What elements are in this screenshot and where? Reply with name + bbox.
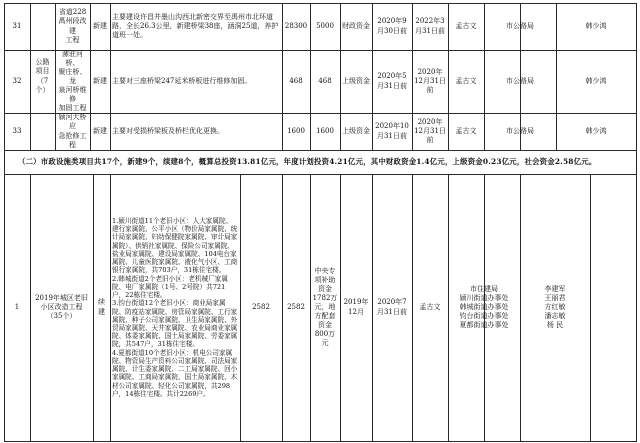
annual-plan: 2582 xyxy=(287,302,305,311)
row-number: 33 xyxy=(12,126,22,135)
end-date: 2020年12月31日前 xyxy=(414,117,446,145)
responsible-unit: 市公路局 xyxy=(506,21,534,30)
section-header: （二）市政设施类项目共17个，新建9个，续建8个，概算总投资13.81亿元，年度计划投资4.21亿元，其中财政资金1.4亿元，上级资金0.23亿元，社会资金2.58亿元。 xyxy=(18,157,597,167)
fund-source: 财政资金 xyxy=(342,21,370,30)
row-divider xyxy=(4,441,636,442)
fund-source: 上级资金 xyxy=(342,126,370,135)
project-content: 1.颍川街道11个老旧小区：人大家属院、建行家属院、公平小区（物价局家属院、统计局家属院、妇幼保健院家属院、审计局家属院）、供销社家属院、保险公司家属院、盐业局家属院、建设局家属院、104电台家属院、儿童医院家属院、液化气小区、工商银行家属院，共703户，31栋住宅楼。 2.韩城街道2个老旧小区：老机械厂家属院、电厂家属院（1号、2号院）共721户，22栋住宅楼。 3.钧台街道12个老旧小区：商业局家属院、防疫站家属院、房管局家属院、工行家属院、种子公司家属院、卫生局家属院、外贸局家属院、天井家属院、农业局商业家属院、体委家属院、国土局家属院、劳委家属院，共547户，31栋住宅楼。 4.夏都街道10个老旧小区：机电公司家属院、物资局生产资料公司家属院、司法局家属院、计生委家属院、二工局家属院、回小家属院、工商局家属院、国土局家属院、木材公司家属院、轻化公司家属院，共298户，14栋住宅楼。共计2269户。 xyxy=(112,216,238,398)
annual-plan: 1600 xyxy=(316,126,334,135)
responsible-person: 李建军 王丽君 方红敏 潘志敏 杨 民 xyxy=(544,284,566,330)
total-investment: 28300 xyxy=(284,21,308,30)
row-number: 31 xyxy=(12,21,22,30)
start-date: 2020年5月31日前 xyxy=(377,72,407,90)
responsible-leader: 孟古文 xyxy=(455,76,477,85)
responsible-person: 韩少鸿 xyxy=(585,126,607,135)
fund-source: 上级资金 xyxy=(342,76,370,85)
project-name: 颍河大桥应 急抢修工程 xyxy=(58,113,87,149)
total-investment: 1600 xyxy=(287,126,305,135)
end-date: 2022年3月31日前 xyxy=(415,17,445,35)
project-content: 主要建设许昌井墨山沟西北新密交界至禹州市北环道路，全长26.3公里，新建桥梁38座，涵洞25道，养护道班一处。 xyxy=(112,12,279,40)
annual-plan: 468 xyxy=(318,76,332,85)
project-type: 续建 xyxy=(98,298,105,316)
responsible-leader: 孟古文 xyxy=(419,302,441,311)
responsible-unit: 市公路局 xyxy=(506,126,534,135)
annual-plan: 5000 xyxy=(316,21,334,30)
start-date: 2020年10月31日前 xyxy=(375,122,409,140)
project-content: 主要对三座桥梁247延米桥板进行维修加固。 xyxy=(112,76,252,85)
row-number: 32 xyxy=(12,76,22,85)
col-divider xyxy=(590,174,591,441)
category-cell: 公路 项目 （7个） xyxy=(35,58,50,94)
project-name: 省道228 禹州段改建 工程 xyxy=(58,8,87,44)
col-divider xyxy=(636,3,637,442)
total-investment: 2582 xyxy=(252,302,270,311)
project-type: 新建 xyxy=(93,126,107,135)
responsible-leader: 孟古文 xyxy=(455,126,477,135)
responsible-unit: 市公路局 xyxy=(506,76,534,85)
responsible-person: 韩少鸿 xyxy=(585,21,607,30)
start-date: 2020年9月30日前 xyxy=(377,17,407,35)
responsible-unit: 市住建局 颍川街道办事处 韩城街道办事处 钧台街道办事处 夏都街道办事处 xyxy=(459,284,509,330)
responsible-leader: 孟古文 xyxy=(455,21,477,30)
responsible-person: 韩少鸿 xyxy=(585,76,607,85)
project-type: 新建 xyxy=(93,76,107,85)
project-content: 主要对受损桥梁板及桥栏优化更换。 xyxy=(112,126,224,135)
end-date: 2020年7月31日前 xyxy=(377,298,407,316)
project-type: 新建 xyxy=(93,21,107,30)
row-number: 1 xyxy=(14,302,20,311)
total-investment: 468 xyxy=(289,76,303,85)
fund-source: 中央专项补助资金1782万元，地方配套资金800万元 xyxy=(312,266,338,348)
start-date: 2019年12月 xyxy=(343,298,369,316)
end-date: 2020年12月31日前 xyxy=(414,67,446,95)
project-name: 2019年城区老旧 小区改造工程 （35个） xyxy=(35,293,88,321)
project-name: 漯驻河桥、 聚庄桥、龙 泉河桥维修 加固工程 xyxy=(58,50,87,113)
